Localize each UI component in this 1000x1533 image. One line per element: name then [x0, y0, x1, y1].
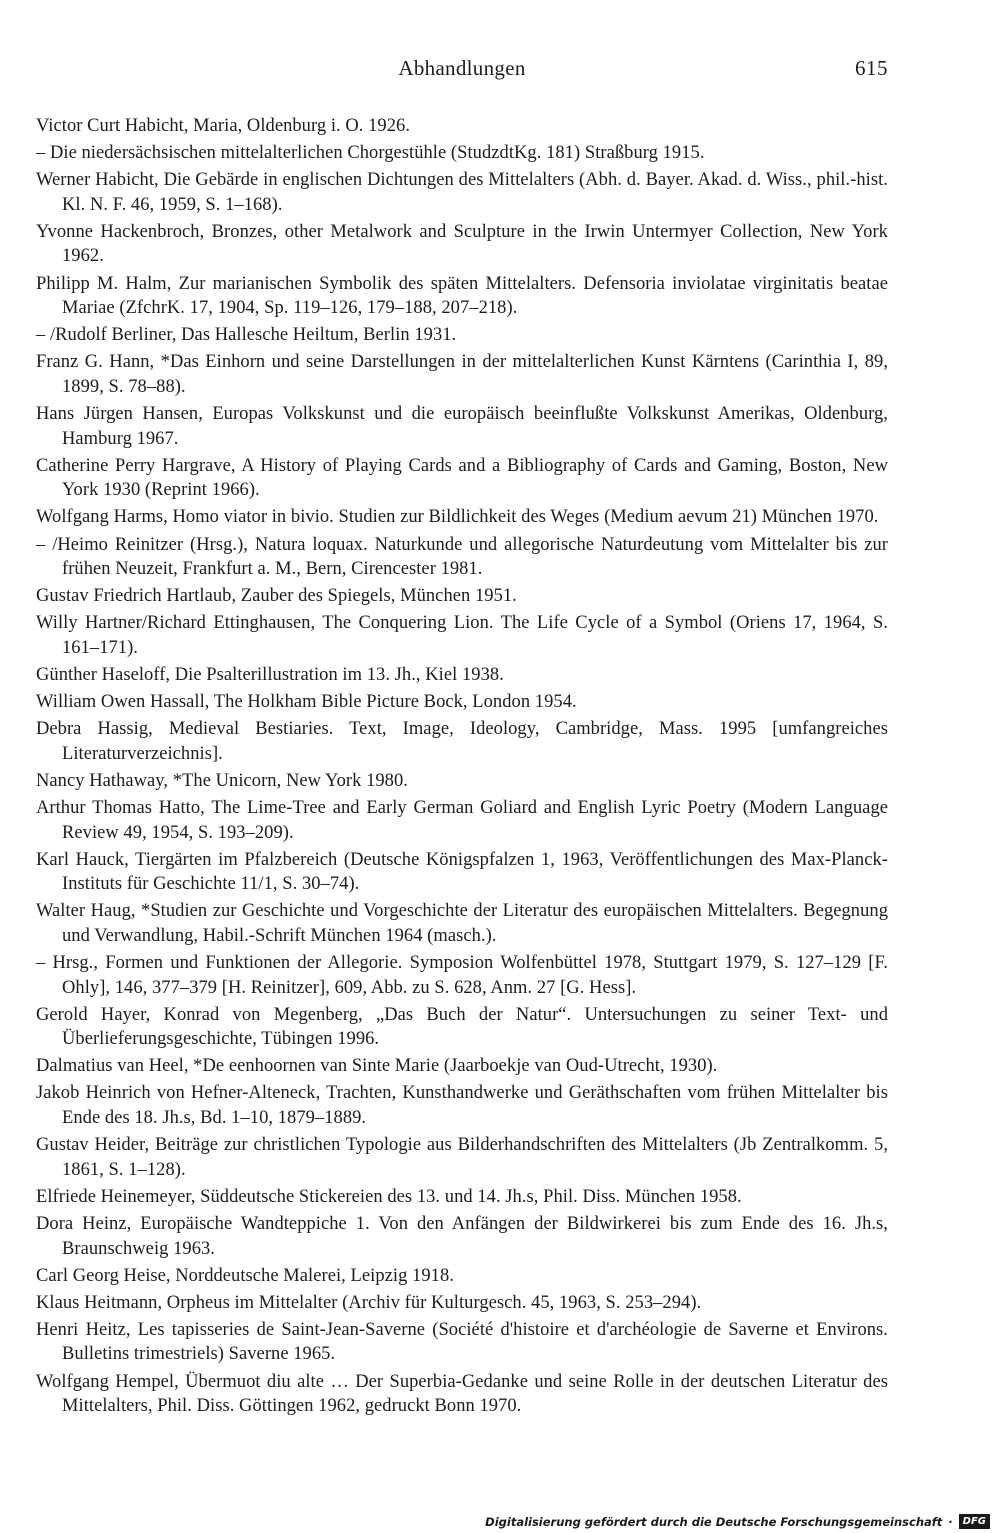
bibliography-entry: William Owen Hassall, The Holkham Bible Picture Bock, London 1954.: [36, 692, 577, 713]
bibliography-entry: Victor Curt Habicht, Maria, Oldenburg i. O. 1926.: [36, 116, 411, 136]
bibliography-entry: Gerold Hayer, Konrad von Megenberg, „Das Buch der Natur“. Untersuchungen zu seiner Text- und Überlieferungsgeschichte, Tübingen 1996.: [36, 1004, 888, 1050]
bibliography-entry: Catherine Perry Hargrave, A History of Playing Cards and a Bibliography of Cards and Gaming, Boston, New York 1930 (Reprint 1966).: [36, 455, 888, 501]
bibliography-entry: – Hrsg., Formen und Funktionen der Allegorie. Symposion Wolfenbüttel 1978, Stuttgart 1979, S. 127–129 [F. Ohly], 146, 377–379 [H. Reinitzer], 609, Abb. zu S. 628, Anm. 27 [G. Hess].: [36, 953, 888, 998]
bibliography-entry: Nancy Hathaway, *The Unicorn, New York 1980.: [36, 770, 408, 791]
bibliography-entry: Yvonne Hackenbroch, Bronzes, other Metalwork and Sculpture in the Irwin Untermyer Collection, New York 1962.: [36, 221, 888, 267]
bibliography-entry: Dalmatius van Heel, *De eenhoornen van Sinte Marie (Jaarboekje van Oud-Utrecht, 1930).: [36, 1056, 718, 1077]
bibliography-entry: Arthur Thomas Hatto, The Lime-Tree and Early German Goliard and English Lyric Poetry (Modern Language Review 49, 1954, S. 193–209).: [36, 797, 888, 843]
dfg-logo[interactable]: DFG: [959, 1514, 990, 1529]
bibliography-entry: Henri Heitz, Les tapisseries de Saint-Jean-Saverne (Société d'histoire et d'archéologie de Saverne et Environs. Bulletins trimestriels) Saverne 1965.: [36, 1319, 888, 1365]
bibliography-entry: Gustav Heider, Beiträge zur christlichen Typologie aus Bilderhandschriften des Mittelalters (Jb Zentralkomm. 5, 1861, S. 1–128).: [36, 1135, 888, 1180]
bibliography-list: [36, 114, 888, 1421]
bibliography-entry: Dora Heinz, Europäische Wandteppiche 1. Von den Anfängen der Bildwirkerei bis zum Ende des 16. Jh.s, Braunschweig 1963.: [36, 1213, 888, 1259]
bibliography-entry: Elfriede Heinemeyer, Süddeutsche Stickereien des 13. und 14. Jh.s, Phil. Diss. München 1958.: [36, 1186, 742, 1207]
bibliography-entry: Debra Hassig, Medieval Bestiaries. Text, Image, Ideology, Cambridge, Mass. 1995 [umfangreiches Literaturverzeichnis].: [36, 719, 888, 764]
bibliography-entry: Franz G. Hann, *Das Einhorn und seine Darstellungen in der mittelalterlichen Kunst Kärntens (Carinthia I, 89, 1899, S. 78–88).: [36, 352, 888, 397]
bibliography-entry: Wolfgang Hempel, Übermuot diu alte … Der Superbia-Gedanke und seine Rolle in der deutschen Literatur des Mittelalters, Phil. Diss. Göttingen 1962, gedruckt Bonn 1970.: [36, 1371, 888, 1417]
bibliography-entry: – /Heimo Reinitzer (Hrsg.), Natura loquax. Naturkunde und allegorische Naturdeutung vom Mittelalter bis zur frühen Neuzeit, Frankfurt a. M., Bern, Cirencester 1981.: [36, 534, 888, 580]
bibliography-entry: Willy Hartner/Richard Ettinghausen, The Conquering Lion. The Life Cycle of a Symbol (Oriens 17, 1964, S. 161–171).: [36, 613, 888, 658]
digitization-footer: [485, 1514, 990, 1529]
running-title: Abhandlungen: [398, 56, 526, 80]
bibliography-entry: Philipp M. Halm, Zur marianischen Symbolik des späten Mittelalters. Defensoria inviolatae virginitatis beatae Mariae (ZfchrK. 17, 1904, Sp. 119–126, 179–188, 207–218).: [36, 273, 888, 319]
funding-notice: Digitalisierung gefördert durch die Deutsche Forschungsgemeinschaft: [485, 1514, 943, 1529]
bibliography-entry: Wolfgang Harms, Homo viator in bivio. Studien zur Bildlichkeit des Weges (Medium aevum 21) München 1970.: [36, 507, 879, 528]
bibliography-entry: Gustav Friedrich Hartlaub, Zauber des Spiegels, München 1951.: [36, 586, 517, 607]
bibliography-entry: Karl Hauck, Tiergärten im Pfalzbereich (Deutsche Königspfalzen 1, 1963, Veröffentlichungen des Max-Planck-Instituts für Geschichte 11/1, S. 30–74).: [36, 849, 888, 895]
page-number: 615: [855, 56, 888, 80]
bibliography-entry: Hans Jürgen Hansen, Europas Volkskunst und die europäisch beeinflußte Volkskunst Amerikas, Oldenburg, Hamburg 1967.: [36, 404, 888, 449]
bibliography-entry: Carl Georg Heise, Norddeutsche Malerei, Leipzig 1918.: [36, 1265, 454, 1286]
bibliography-entry: Günther Haseloff, Die Psalterillustration im 13. Jh., Kiel 1938.: [36, 664, 504, 685]
bibliography-entry: Werner Habicht, Die Gebärde in englischen Dichtungen des Mittelalters (Abh. d. Bayer. Akad. d. Wiss., phil.-hist. Kl. N. F. 46, 1959, S. 1–168).: [36, 170, 888, 215]
bibliography-entry: Klaus Heitmann, Orpheus im Mittelalter (Archiv für Kulturgesch. 45, 1963, S. 253–294).: [36, 1292, 702, 1313]
page-header: [36, 56, 888, 90]
bibliography-entry: Jakob Heinrich von Hefner-Alteneck, Trachten, Kunsthandwerke und Geräthschaften vom frühen Mittelalter bis Ende des 18. Jh.s, Bd. 1–10, 1879–1889.: [36, 1083, 888, 1129]
bibliography-entry: – Die niedersächsischen mittelalterlichen Chorgestühle (StudzdtKg. 181) Straßburg 1915.: [36, 143, 705, 164]
bibliography-entry: – /Rudolf Berliner, Das Hallesche Heiltum, Berlin 1931.: [36, 325, 457, 346]
footer-separator: ·: [948, 1514, 953, 1529]
bibliography-entry: Walter Haug, *Studien zur Geschichte und Vorgeschichte der Literatur des europäischen Mittelalters. Begegnung und Verwandlung, Habil.-Schrift München 1964 (masch.).: [36, 901, 888, 946]
